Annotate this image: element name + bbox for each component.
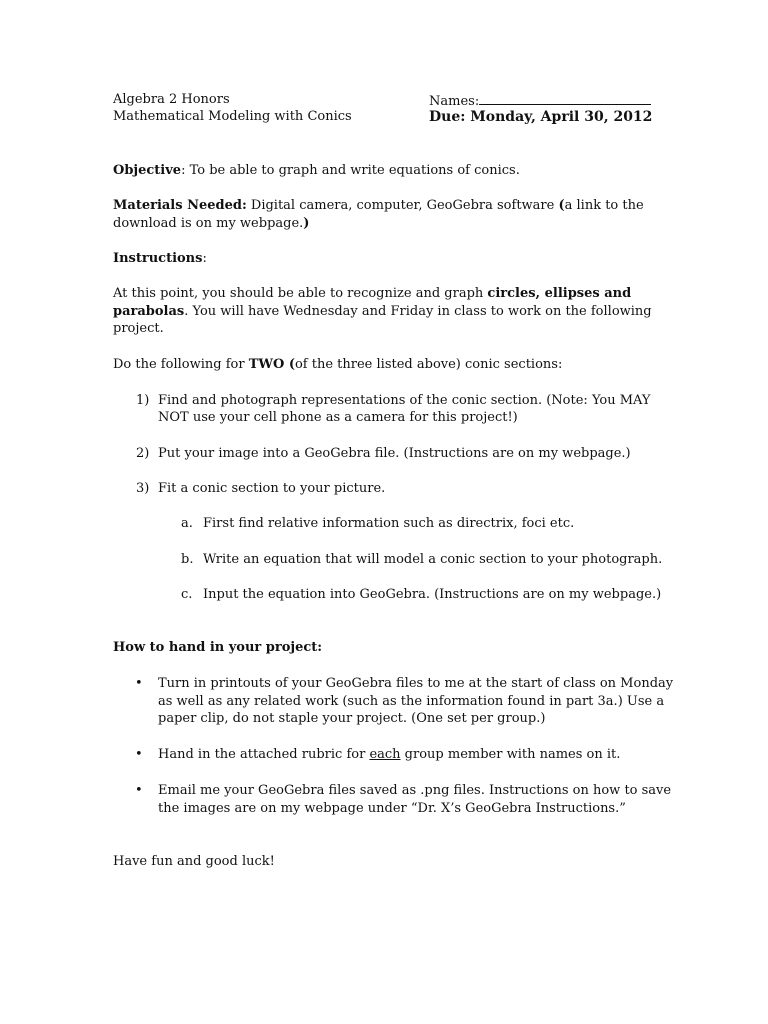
instructions-heading <box>113 250 207 268</box>
substep-a-marker: a. <box>181 516 193 531</box>
substep-b-marker: b. <box>181 552 194 567</box>
step-1-line-1: Find and photograph representations of the conic section. (Note: You MAY <box>158 393 651 408</box>
objective-label: Objective <box>113 163 182 178</box>
bullet-1-line-3: paper clip, do not staple your project. (One set per group.) <box>158 711 546 726</box>
do-following-two: TWO <box>248 357 285 372</box>
step-2-marker: 2) <box>136 446 150 461</box>
materials-text-a: Digital camera, computer, GeoGebra software <box>246 198 559 213</box>
bullet-2-text-b: group member with names on it. <box>400 747 621 762</box>
materials-paren-close: ) <box>303 216 310 231</box>
intro-conics-bold: circles, ellipses and <box>487 286 632 301</box>
bullet-3-line-2: the images are on my webpage under “Dr. X’s GeoGebra Instructions.” <box>158 801 626 816</box>
course-name: Algebra 2 Honors <box>113 92 230 107</box>
step-3-line-1: Fit a conic section to your picture. <box>158 481 386 496</box>
instructions-label: Instructions <box>113 251 203 266</box>
step-2-line-1: Put your image into a GeoGebra file. (Instructions are on my webpage.) <box>158 446 631 461</box>
substep-a-text: First find relative information such as directrix, foci etc. <box>203 516 575 531</box>
intro-parabolas-bold: parabolas <box>113 304 185 319</box>
bullet-1-line-2: as well as any related work (such as the information found in part 3a.) Use a <box>158 694 665 709</box>
bullet-2-each: each <box>369 747 401 762</box>
names-blank-line <box>479 91 651 105</box>
bullet-1-glyph: • <box>135 676 143 691</box>
names-label: Names: <box>429 94 480 109</box>
intro-text-1a: At this point, you should be able to recognize and graph <box>113 286 488 301</box>
materials-label: Materials Needed: <box>113 198 247 213</box>
bullet-1-line-1: Turn in printouts of your GeoGebra files to me at the start of class on Monday <box>158 676 674 691</box>
substep-b-text: Write an equation that will model a conic section to your photograph. <box>203 552 663 567</box>
intro-line-1 <box>113 285 631 303</box>
hand-in-heading: How to hand in your project: <box>113 640 323 655</box>
do-following-a: Do the following for <box>113 357 249 372</box>
objective-text: : To be able to graph and write equations of conics. <box>181 163 520 178</box>
substep-c-marker: c. <box>181 587 193 602</box>
intro-text-2b: . You will have Wednesday and Friday in class to work on the following <box>184 304 652 319</box>
bullet-3-glyph: • <box>135 783 143 798</box>
intro-line-3: project. <box>113 321 164 336</box>
materials-line-2 <box>113 215 309 233</box>
step-1-line-2: NOT use your cell phone as a camera for this project!) <box>158 410 518 425</box>
materials-text-line2: download is on my webpage. <box>113 216 304 231</box>
instructions-colon: : <box>202 251 207 266</box>
do-following-paren: ( <box>284 357 295 372</box>
do-following-line <box>113 356 562 374</box>
materials-line-1 <box>113 197 644 215</box>
objective-line <box>113 162 520 180</box>
substep-c-text: Input the equation into GeoGebra. (Instructions are on my webpage.) <box>203 587 662 602</box>
closing-line: Have fun and good luck! <box>113 854 275 869</box>
due-date: Due: Monday, April 30, 2012 <box>429 109 653 125</box>
step-1-marker: 1) <box>136 393 150 408</box>
materials-text-b: a link to the <box>564 198 644 213</box>
intro-line-2 <box>113 303 652 321</box>
bullet-3-line-1: Email me your GeoGebra files saved as .png files. Instructions on how to save <box>158 783 672 798</box>
step-3-marker: 3) <box>136 481 150 496</box>
bullet-2-glyph: • <box>135 747 143 762</box>
project-title: Mathematical Modeling with Conics <box>113 109 352 124</box>
bullet-2-line-1 <box>158 746 620 764</box>
bullet-2-text-a: Hand in the attached rubric for <box>158 747 370 762</box>
do-following-c: of the three listed above) conic sections: <box>294 357 563 372</box>
materials-paren-open: ( <box>558 198 565 213</box>
